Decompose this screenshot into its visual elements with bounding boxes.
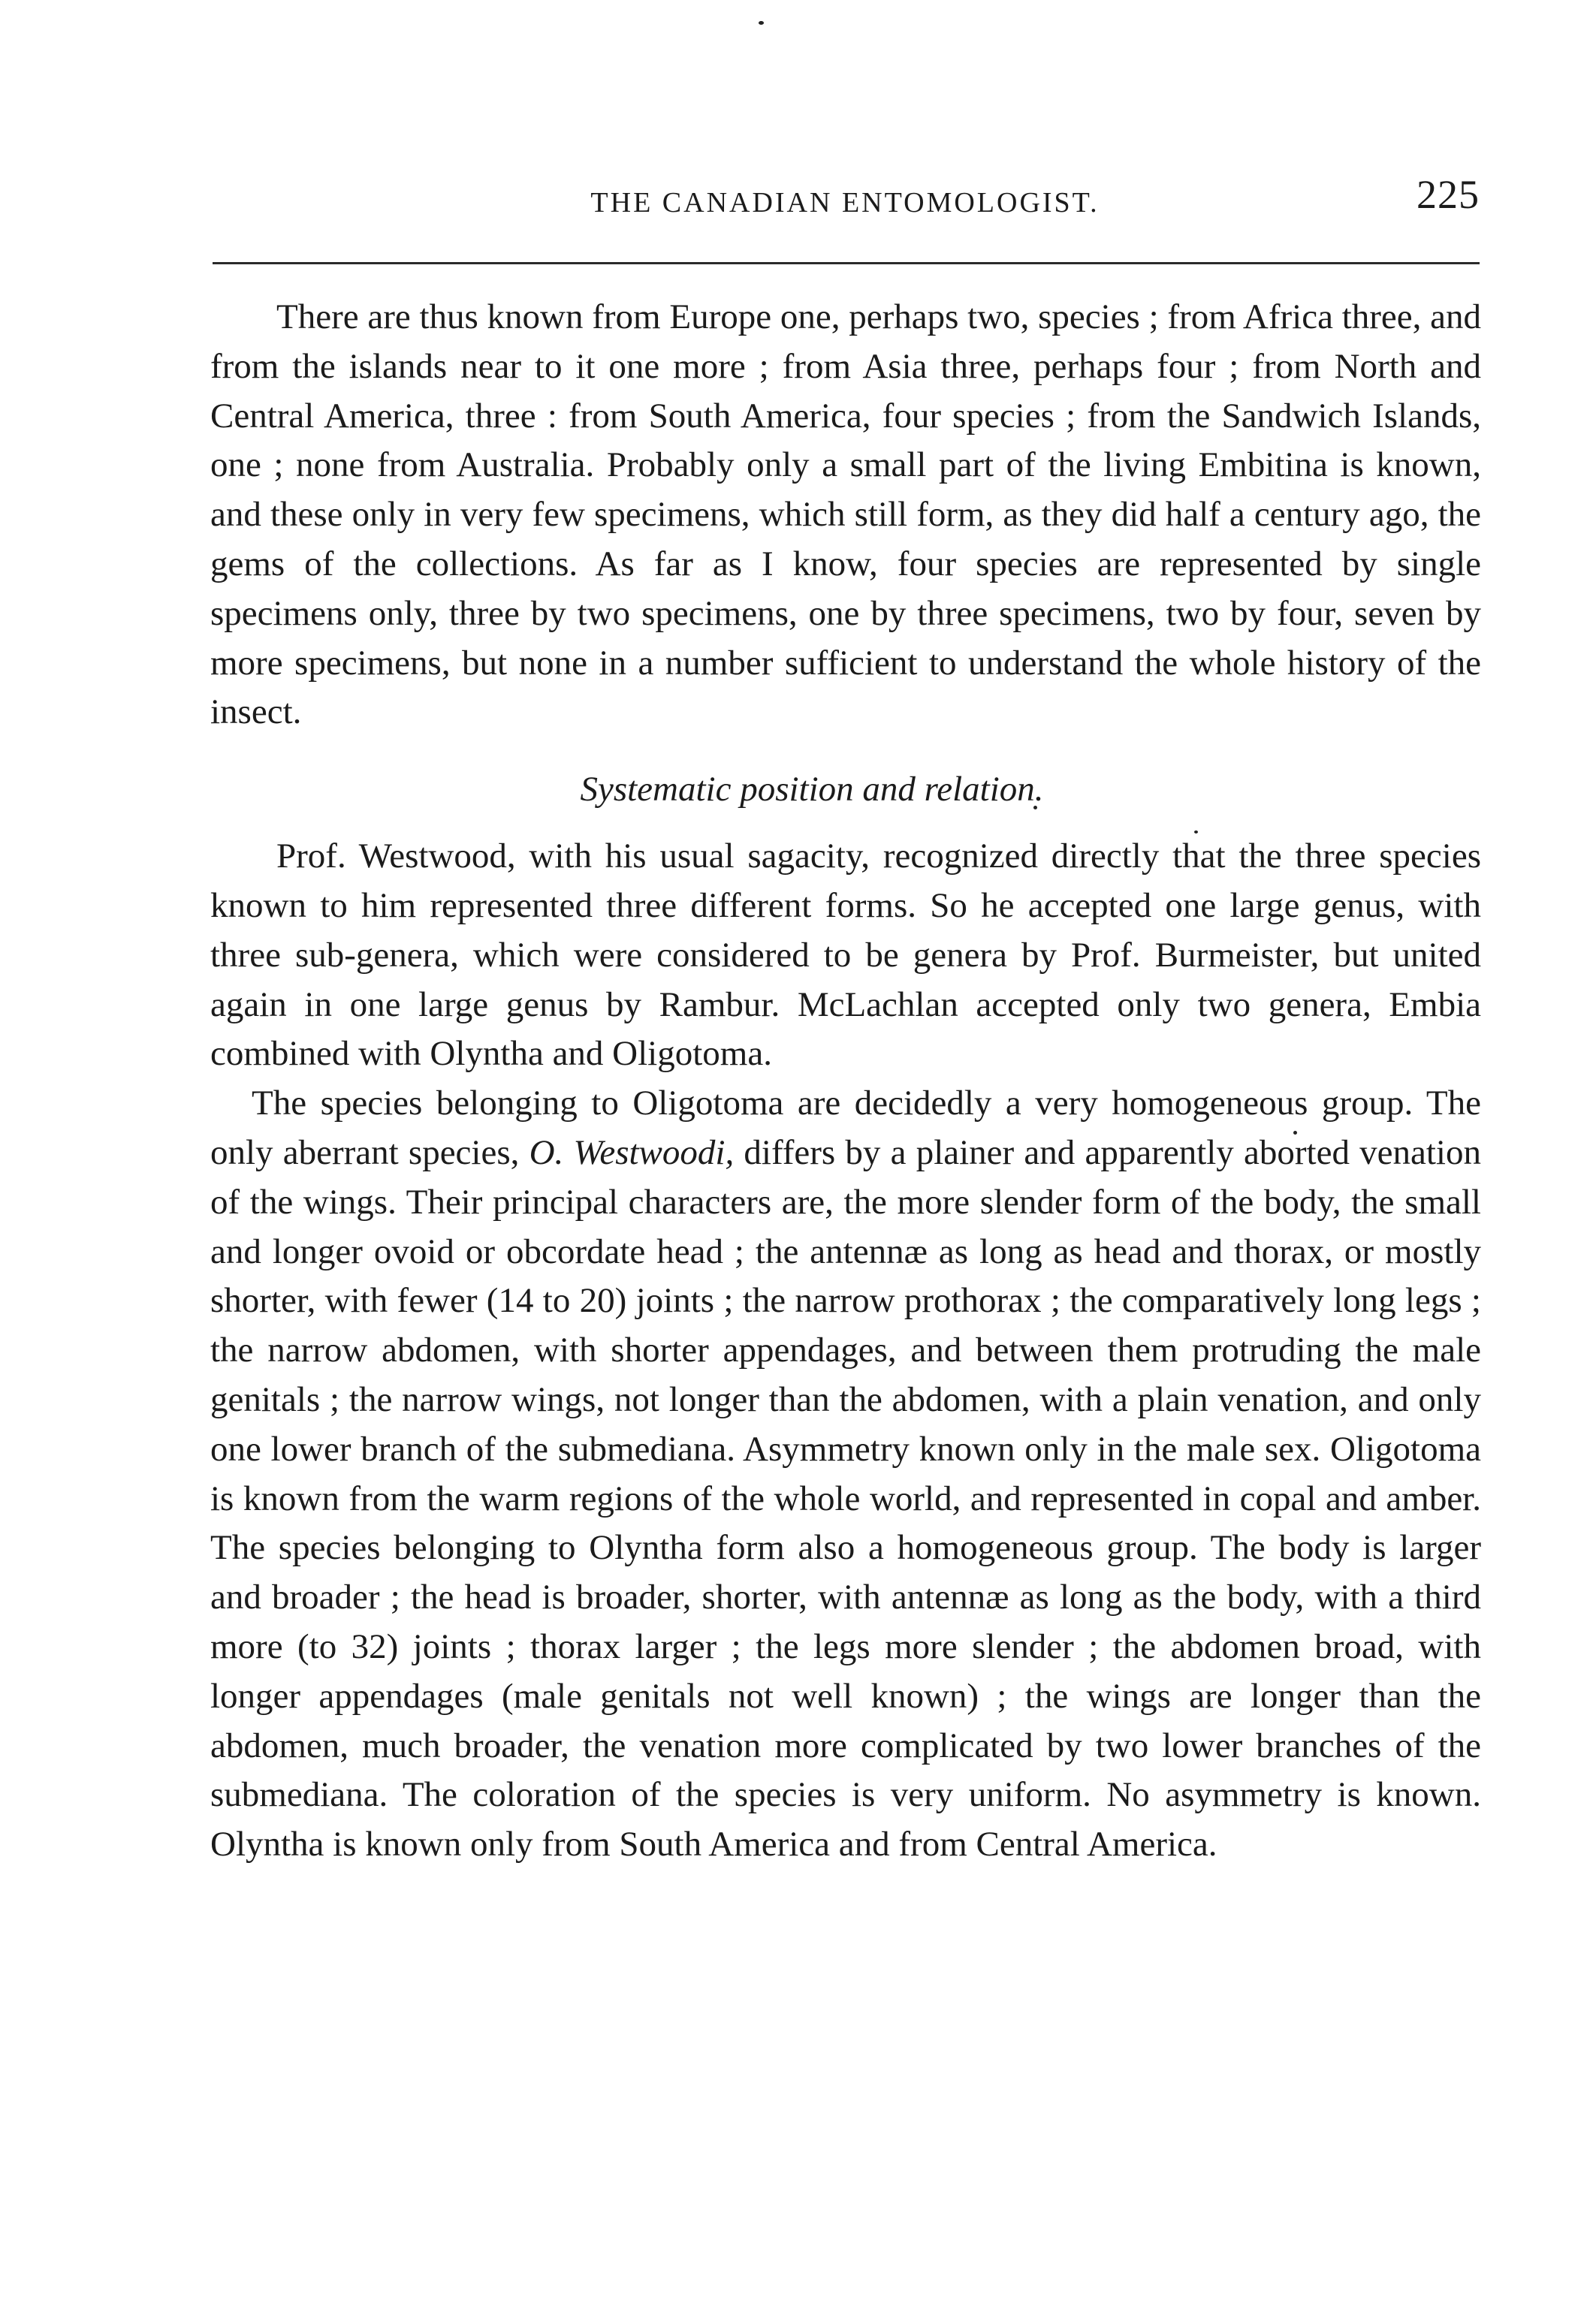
section-heading: Systematic position and relation. (580, 770, 1044, 809)
page-number: 225 (1416, 172, 1480, 217)
page-header (210, 171, 1480, 231)
print-speck (759, 21, 764, 25)
header-rule (213, 262, 1480, 264)
paragraph-oligotoma-olyntha (210, 1079, 1481, 1870)
body-text (210, 293, 1481, 1870)
paragraph-text: differs by a plainer and apparently aborted venation of the wings. Their principal characters are, the more slender form of the body, the small and longer ovoid or obcordate head ; the antennæ as long as head and thorax, or mostly shorter, with fewer (14 to 20) joints ; the narrow prothorax ; the comparatively long legs ; the narrow abdomen, with shorter appendages, and between them protruding the male genitals ; the narrow wings, not longer than the abdomen, with a plain venation, and only one lower branch of the submediana. Asymmetry known only in the male sex. Oligotoma is known from the warm regions of the whole world, and represented in copal and amber. The species belonging to Olyntha form also a homogeneous group. The body is larger and broader ; the head is broader, shorter, with antennæ as long as the body, with a third more (to 32) joints ; thorax larger ; the legs more slender ; the abdomen broad, with longer appendages (male genitals not well known) ; the wings are longer than the abdomen, much broader, the venation more complicated by two lower branches of the submediana. The coloration of the species is very uniform. No asymmetry is known. Olyntha is known only from South America and from Central America. (210, 1132, 1481, 1864)
paragraph-westwood: Prof. Westwood, with his usual sagacity, recognized directly that the three species known to him represented three different forms. So he accepted one large genus, with three sub-genera, which were considered to be genera by Prof. Burmeister, but united again in one large genus by Rambur. McLachlan accepted only two genera, Embia combined with Olyntha and Oligotoma. (210, 836, 1481, 1074)
paragraph-distribution: There are thus known from Europe one, perhaps two, species ; from Africa three, and from the islands near to it one more ; from Asia three, perhaps four ; from North and Central America, three : from South America, four species ; from the Sandwich Islands, one ; none from Australia. Probably only a small part of the living Embitina is known, and these only in very few specimens, which still form, as they did half a century ago, the gems of the collections. As far as I know, four species are represented by single specimens only, three by two specimens, one by three specimens, two by four, seven by more specimens, but none in a number sufficient to understand the whole history of the insect. (210, 297, 1481, 732)
paragraph-text: The species belonging to Oligotoma are decidedly a very homogeneous group. The only aberrant species, (210, 1084, 1481, 1172)
species-name-italic: O. Westwoodi, (529, 1132, 735, 1172)
running-title: THE CANADIAN ENTOMOLOGIST. (590, 187, 1100, 219)
